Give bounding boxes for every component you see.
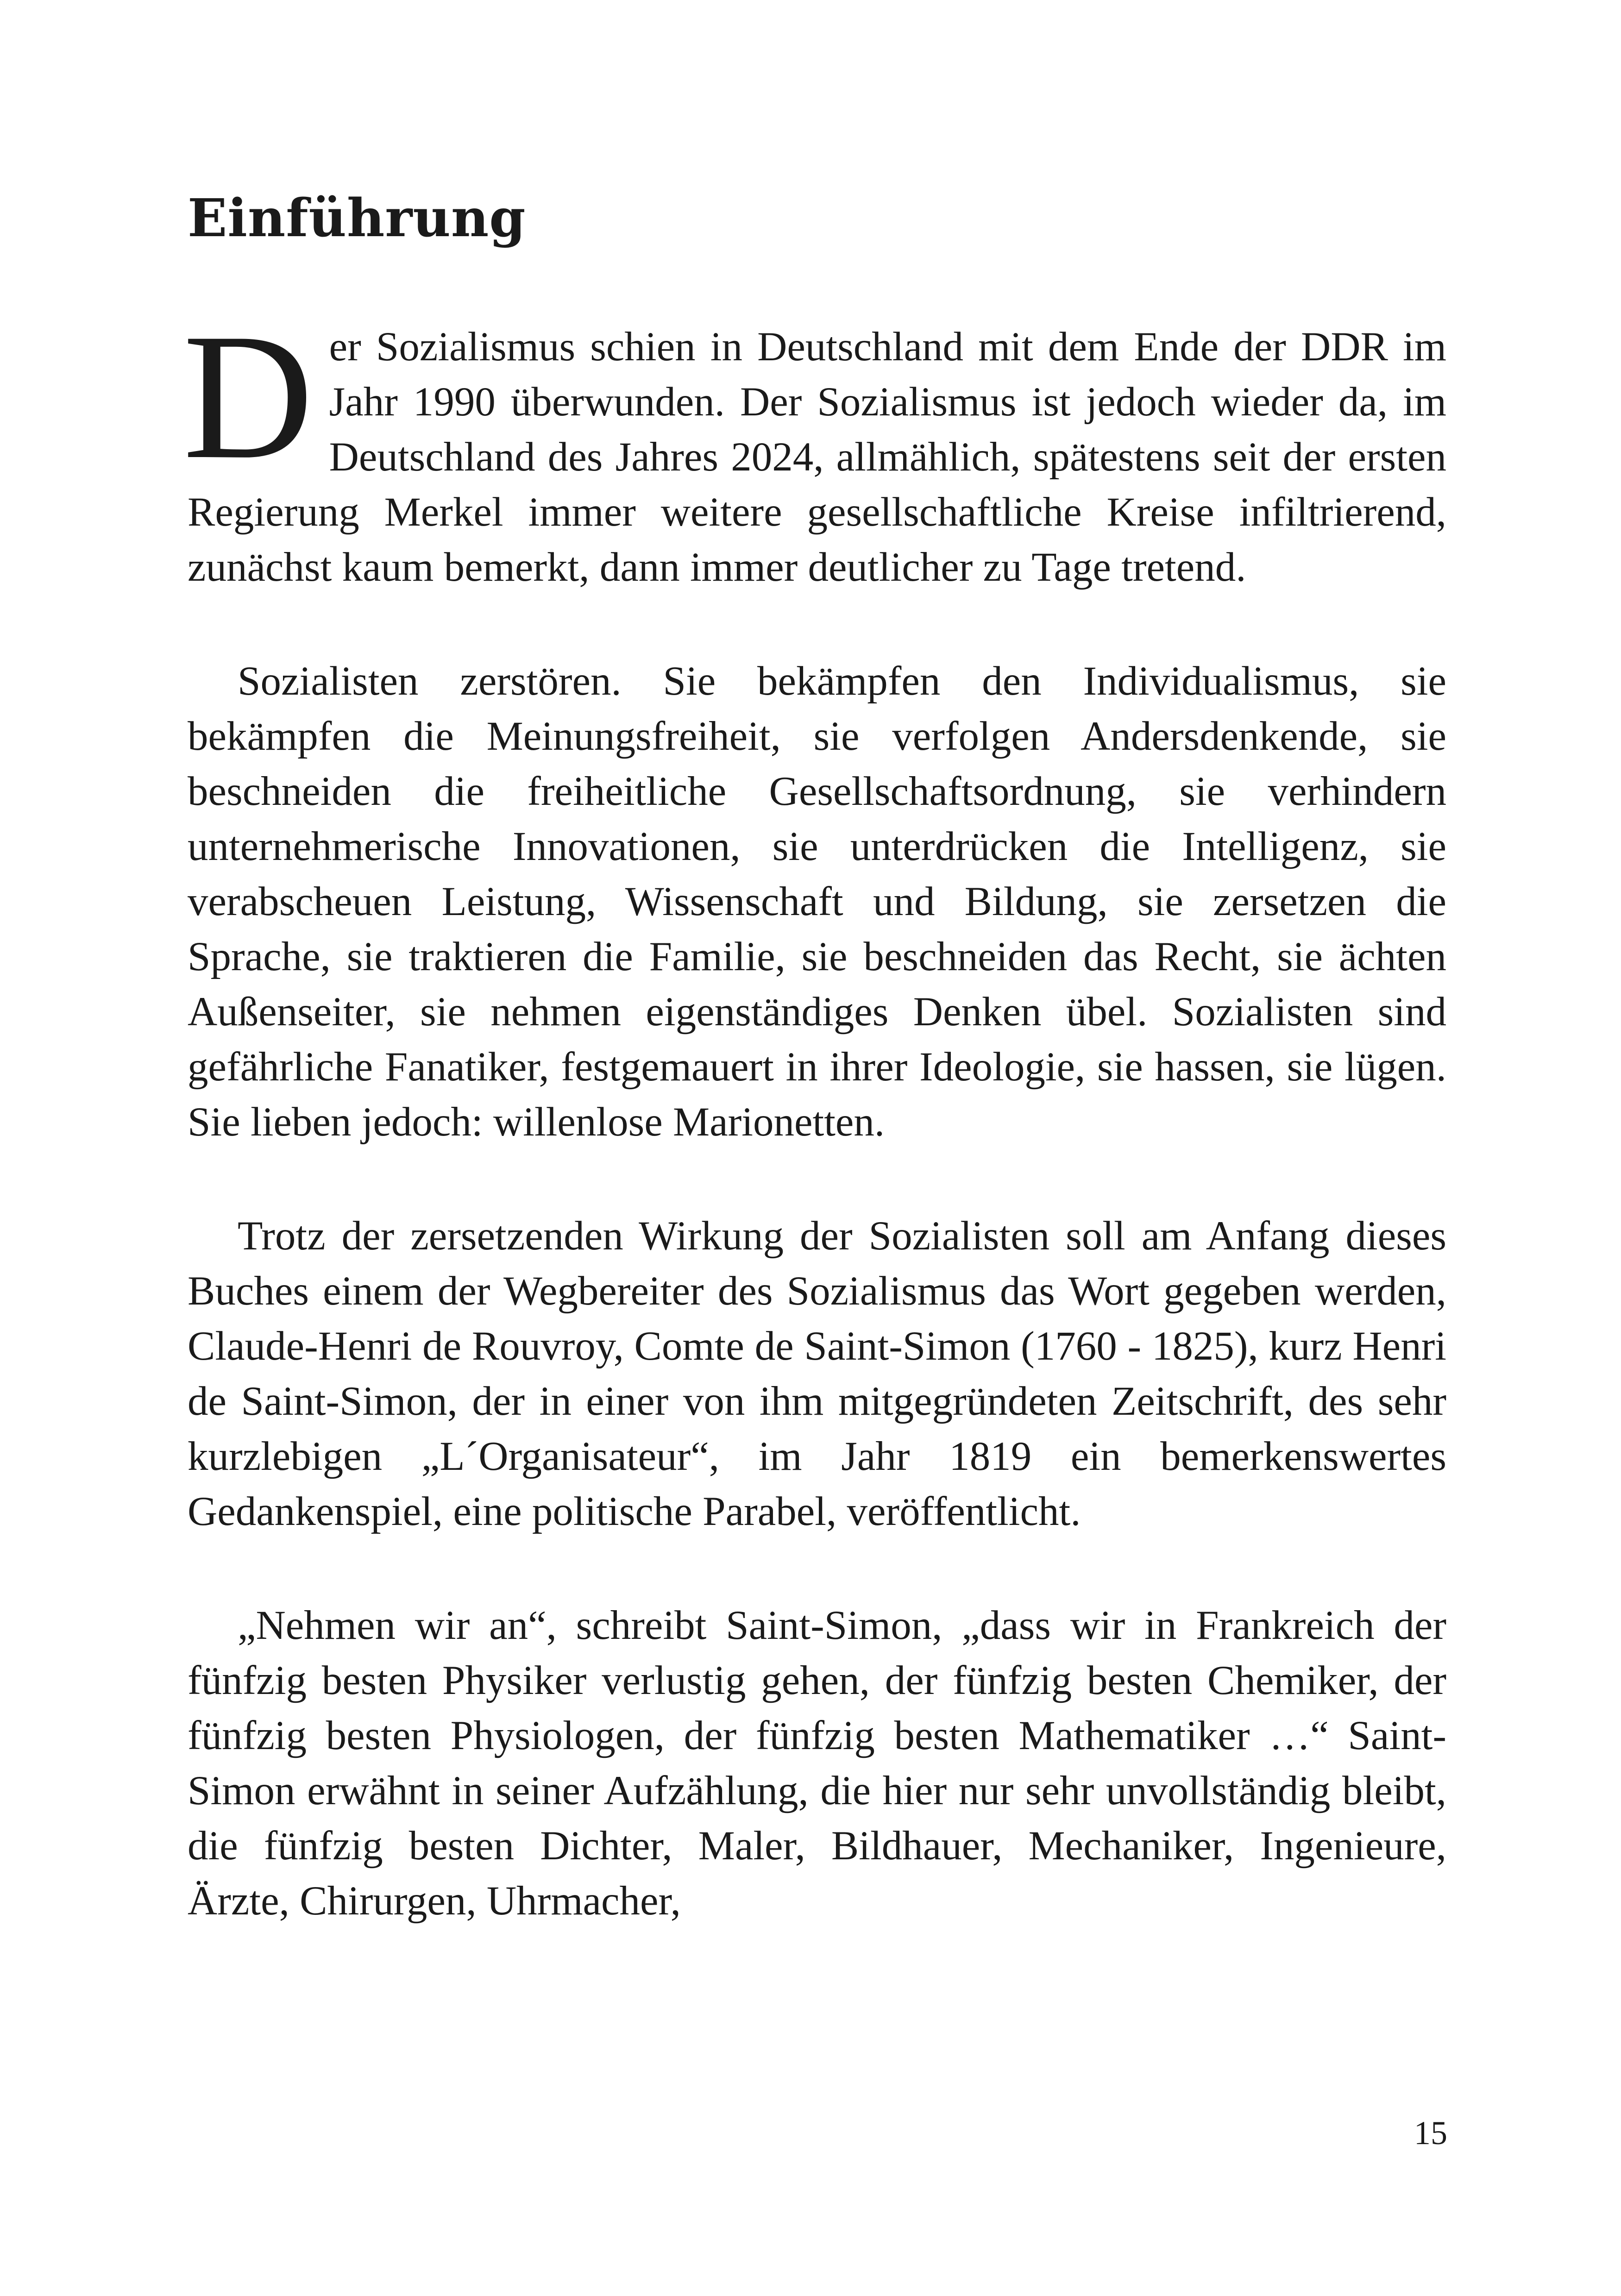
chapter-title: Einführung [188, 188, 526, 249]
drop-cap-letter: D [183, 296, 314, 496]
paragraph-4: „Nehmen wir an“, schreibt Saint-Simon, „dass wir in Frankreich der fünfzig besten Physiker verlustig gehen, der fünfzig besten Chemiker, der fünfzig besten Physiologen, der fünfzig besten Mathematiker …“ Saint-Simon erwähnt in seiner Aufzählung, die hier nur sehr unvollständig bleibt, die fünfzig besten Dichter, Maler, Bildhauer, Mechaniker, Ingenieure, Ärzte, Chirurgen, Uhrmacher, [188, 1603, 1446, 1924]
page-number: 15 [1414, 2114, 1447, 2152]
paragraph-3: Trotz der zersetzenden Wirkung der Sozialisten soll am Anfang dieses Buches einem der Wegbereiter des Sozialismus das Wort gegeben werden, Claude-Henri de Rouvroy, Comte de Saint-Simon (1760 - 1825), kurz Henri de Saint-Simon, der in einer von ihm mitgegründeten Zeitschrift, des sehr kurzlebigen „L´Organisateur“, im Jahr 1819 ein bemerkenswertes Gedankenspiel, eine politische Parabel, veröffentlicht. [188, 1213, 1446, 1534]
paragraph-1-text: er Sozialismus schien in Deutschland mit dem Ende der DDR im Jahr 1990 überwunden. Der Sozialismus ist jedoch wieder da, im Deutschland des Jahres 2024, allmählich, spätestens seit der ersten Regierung Merkel immer weitere gesellschaftliche Kreise infiltrierend, zunächst kaum bemerkt, dann immer deutlicher zu Tage tretend. [188, 324, 1446, 590]
paragraph-2: Sozialisten zerstören. Sie bekämpfen den Individualismus, sie bekämpfen die Meinungsfreiheit, sie verfolgen Andersdenkende, sie beschneiden die freiheitliche Gesellschaftsordnung, sie verhindern unternehmerische Innovationen, sie unterdrücken die Intelligenz, sie verabscheuen Leistung, Wissenschaft und Bildung, sie zersetzen die Sprache, sie traktieren die Familie, sie beschneiden das Recht, sie ächten Außenseiter, sie nehmen eigenständiges Denken übel. Sozialisten sind gefährliche Fanatiker, festgemauert in ihrer Ideologie, sie hassen, sie lügen. Sie lieben jedoch: willenlose Marionetten. [188, 659, 1446, 1145]
paragraph-1 [183, 296, 1446, 595]
body-text [183, 296, 1446, 1988]
